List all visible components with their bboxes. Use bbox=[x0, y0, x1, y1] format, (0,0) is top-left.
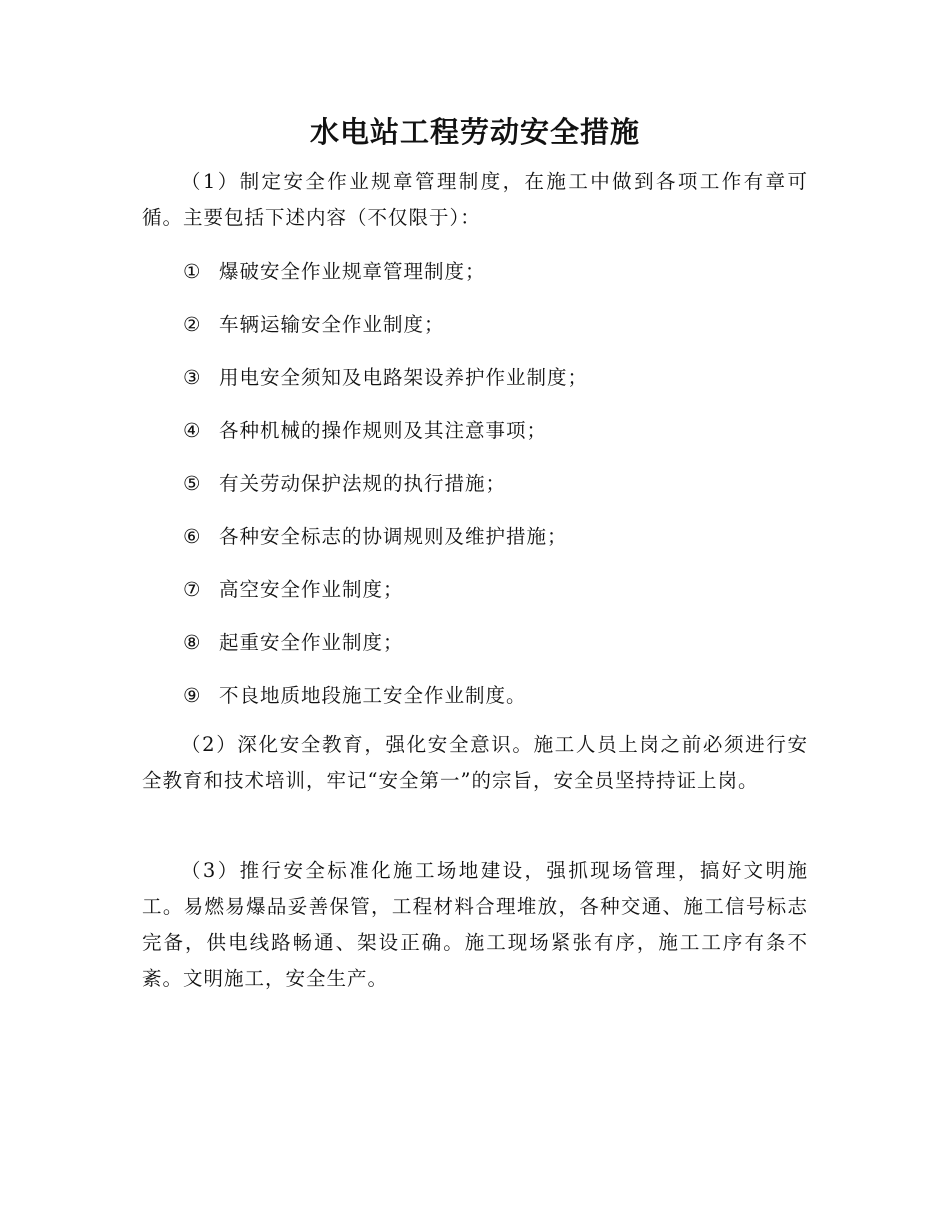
list-item-number: ⑧ bbox=[183, 631, 202, 654]
list-item-number: ⑦ bbox=[183, 578, 202, 601]
list-item bbox=[183, 416, 803, 446]
list-item-number: ④ bbox=[183, 419, 202, 442]
list-item-text: 爆破安全作业规章管理制度； bbox=[219, 260, 486, 283]
list-item bbox=[183, 681, 803, 711]
list-item-number: ③ bbox=[183, 366, 202, 389]
list-item-text: 不良地质地段施工安全作业制度。 bbox=[219, 684, 527, 707]
list-item-text: 起重安全作业制度； bbox=[219, 631, 404, 654]
paragraph-1: （1）制定安全作业规章管理制度，在施工中做到各项工作有章可循。主要包括下述内容（不仅限于）： bbox=[142, 170, 808, 229]
paragraph-3: （3）推行安全标准化施工场地建设，强抓现场管理，搞好文明施工。易燃易爆品妥善保管，工程材料合理堆放，各种交通、施工信号标志完备，供电线路畅通、架设正确。施工现场紧张有序，施工工序有条不紊。文明施工，安全生产。 bbox=[142, 859, 808, 990]
list-item bbox=[183, 363, 803, 393]
list-item-text: 各种安全标志的协调规则及维护措施； bbox=[219, 525, 568, 548]
list-item bbox=[183, 310, 803, 340]
list-item-number: ① bbox=[183, 260, 202, 283]
list-item-number: ⑥ bbox=[183, 525, 202, 548]
list-item-number: ⑨ bbox=[183, 684, 202, 707]
list-item-text: 车辆运输安全作业制度； bbox=[219, 313, 445, 336]
list-item-text: 高空安全作业制度； bbox=[219, 578, 404, 601]
list-item bbox=[183, 575, 803, 605]
list-item-text: 有关劳动保护法规的执行措施； bbox=[219, 472, 507, 495]
document-title: 水电站工程劳动安全措施 bbox=[309, 115, 640, 149]
list-item bbox=[183, 628, 803, 658]
paragraph-2: （2）深化安全教育，强化安全意识。施工人员上岗之前必须进行安全教育和技术培训，牢记“安全第一”的宗旨，安全员坚持持证上岗。 bbox=[142, 733, 808, 792]
list-item bbox=[183, 469, 803, 499]
list-item-text: 用电安全须知及电路架设养护作业制度； bbox=[219, 366, 589, 389]
list-item bbox=[183, 257, 803, 287]
list-item-number: ⑤ bbox=[183, 472, 202, 495]
list-item bbox=[183, 522, 803, 552]
list-item-text: 各种机械的操作规则及其注意事项； bbox=[219, 419, 548, 442]
list-item-number: ② bbox=[183, 313, 202, 336]
